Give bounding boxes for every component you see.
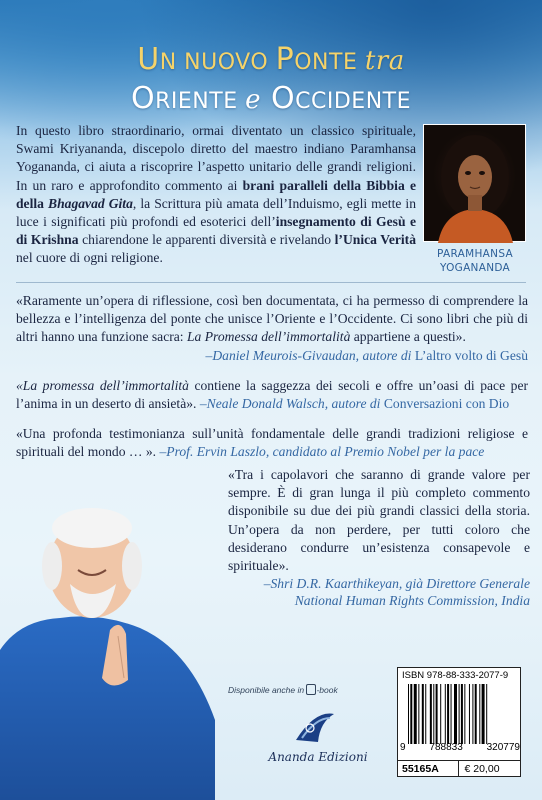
portrait-caption [420,247,530,275]
intro-text: , la Scrittura più amata dell’Induismo, egli mette in luce i significati più profondi ed esoterici dell’ [16,195,417,230]
quote-attribution: –Prof. Ervin Laszlo, candidato al Premio Nobel per la pace [159,444,485,460]
quote-attribution [16,347,528,365]
portrait-illustration [424,125,527,243]
quote-text: «Raramente un’opera di riflessione, così ben documentata, ci ha permesso di comprendere la bellezza e l’intelligenza del ponte che unisce l’Oriente e l’Occidente. Ci sono libri che più di altri hanno una funzione sacra: [16,293,528,345]
quote-kaarthikeyan [228,466,530,609]
barcode-digits [400,742,520,753]
barcode-digit: 9 [400,742,406,753]
attribution-work: L’altro volto di Gesù [414,347,528,363]
intro-paragraph [16,122,416,268]
title-word: N NUOVO [159,50,276,75]
quote-text: «Una profonda testimonianza sull’unità fondamentale delle grandi tradizioni religiose e spirituali del mondo … ». [16,426,528,460]
cover-title [0,42,542,120]
intro-bold: brani paralleli della Bibbia e della [16,177,416,211]
divider [16,282,526,283]
title-word: ONTE [294,50,365,75]
intro-text: nel cuore di ogni religione. [16,250,163,266]
quote-attribution: –Neale Donald Walsch, autore di [199,396,384,412]
quote-book-title: La Promessa dell’immortalità [186,329,351,345]
ebook-suffix: -book [316,685,338,695]
product-code: 55165A [398,761,459,777]
title-italic-word: tra [364,46,405,76]
title-word: CCIDENTE [295,89,411,114]
yogananda-portrait [423,124,526,242]
intro-bold-italic: Bhagavad Gita [48,195,133,211]
title-letter: O [131,81,156,116]
quotes-section [16,292,528,474]
quote-book-title: «La promessa dell’immortalità [16,377,189,393]
barcode-digit: 788833 [429,742,463,753]
title-letter: U [137,42,160,77]
attribution-work: Conversazioni con Dio [383,396,510,412]
barcode-digit: 320779 [486,742,520,753]
quote-text: contiene la saggezza dei secoli e offre un’oasi di pace per l’anima in un deserto di ansietà». [16,377,529,412]
attribution-author: –Daniel Meurois-Givaudan, autore di [205,347,415,363]
title-line-1 [0,42,542,81]
quote-text: «Tra i capolavori che saranno di grande valore per sempre. È di gran lunga il più completo commento disponibile su due dei più grandi classici della storia. Un’opera da non perdere, per tutti coloro che desiderano condurre un’esistenza consapevole e spirituale». [228,467,530,574]
isbn-number: ISBN 978-88-333-2077-9 [402,670,509,681]
title-letter: O [260,81,296,116]
ebook-icon [306,684,316,695]
ebook-text: Disponibile anche in [228,685,305,695]
attribution-author: –Shri D.R. Kaarthikeyan, già Direttore Generale [263,576,530,592]
quote-text: appartiene a questi». [350,329,466,345]
ebook-availability [228,684,338,695]
intro-text: In questo libro straordinario, ormai diventato un classico spirituale, Swami Kriyananda, discepolo diretto del maestro indiano Paramhansa Yogananda, ci aiuta a riscoprire l’aspetto unitario delle grandi religioni. In un raro e approfondito commento ai [16,123,416,193]
intro-text: chiarendone le apparenti diversità e rivelando [78,232,335,248]
publisher-name: Ananda Edizioni [268,750,368,764]
caption-line: PARAMHANSA [437,248,513,260]
title-italic-word: e [245,85,261,115]
intro-bold: l’Unica Verità [334,232,417,248]
price-label: € 20,00 [464,763,500,775]
kriyananda-photo [0,500,215,800]
title-letter: P [275,42,295,77]
quote-laszlo [16,425,528,461]
quote-meurois [16,292,528,365]
intro-bold: insegnamento di Gesù e di Krishna [16,214,416,248]
caption-line: YOGANANDA [439,262,511,274]
title-line-2 [0,81,542,120]
quote-attribution [228,575,530,609]
barcode-icon [408,684,516,744]
ananda-logo-icon [290,708,340,748]
attribution-role: National Human Rights Commission, India [294,593,530,609]
title-word: RIENTE [155,89,246,114]
quote-walsch [16,377,528,413]
code-price-bar [398,760,520,777]
barcode-box [397,667,521,777]
